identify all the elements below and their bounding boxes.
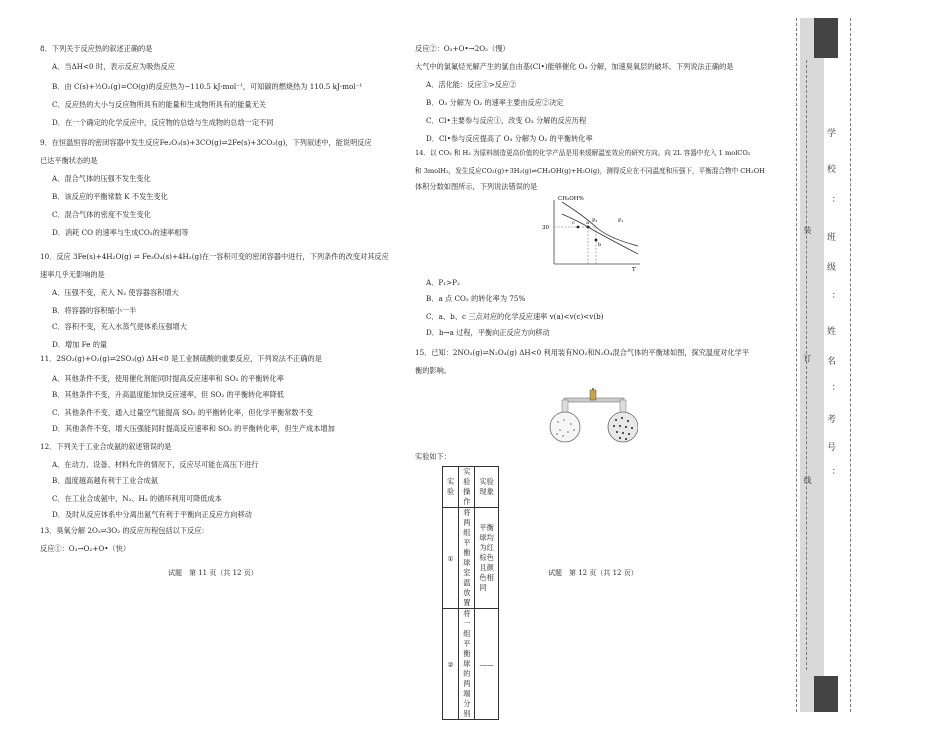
q9-option-d: D．消耗 CO 的速率与生成CO₂的速率相等 (52, 228, 189, 237)
q14-stem-end: 体积分数如图所示，下列说法错误的是 (415, 182, 538, 191)
q13-reaction-1: 反应①：O₃→O₂+O•（快） (40, 544, 131, 553)
point-a (587, 226, 590, 229)
q8-option-a: A．当ΔH<0 时，表示反应为吸热反应 (52, 62, 175, 71)
left-page-footer: 试题 第 11 页（共 12 页） (168, 569, 258, 577)
binding-label-char: ： (825, 468, 835, 477)
q10-option-b: B．将容器的容积缩小一半 (52, 306, 137, 315)
binding-panel (800, 18, 824, 712)
q9-option-a: A．混合气体的压强不发生变化 (52, 174, 151, 183)
q12-option-b: B．温度越高越有利于工业合成氨 (52, 476, 158, 485)
q15-stem: 15．已知：2NO₂(g)⇌N₂O₄(g) ΔH<0 利用装有NO₂和N₂O₄混合气体的平衡球如图，探究温度对化学平 (415, 348, 750, 357)
cut-mark-zhuang: 装 (803, 226, 812, 234)
table-cell: 将两组平衡球室温放置 (459, 508, 475, 609)
table-header-cell: 实验 (443, 467, 459, 508)
table-cell: 将一组平衡球的两端分别 (459, 609, 475, 720)
q12-option-c: C．在工业合成氨中，N₂、H₂ 的循环利用可降低成本 (52, 494, 222, 503)
table-row (443, 508, 499, 609)
point-label-a: a (586, 220, 589, 226)
table-cell: —— (475, 609, 498, 720)
q9-stem: 9．在恒温恒容的密闭容器中发生反应Fe₂O₃(s)+3CO(g)⇌2Fe(s)+3CO₂(g)，下列叙述中，能说明反应 (40, 138, 372, 147)
binding-label-char: 学 (825, 128, 835, 137)
q15-experiment-intro: 实验如下： (415, 452, 451, 461)
curve-label-p1: P₁ (618, 218, 624, 224)
binding-dark-top (814, 18, 838, 58)
right-page-footer: 试题 第 12 页（共 12 页） (548, 569, 638, 577)
q11-option-b: B．其他条件不变，升高温度能加快反应速率，但 SO₂ 的平衡转化率降低 (52, 390, 284, 399)
binding-label-char: ： (825, 292, 835, 301)
q14-option-c: C．a、b、c 三点对应的化学反应速率 v(a)<v(c)<v(b) (426, 312, 604, 321)
q8-option-d: D．在一个确定的化学反应中，反应物的总焓与生成物的总焓一定不同 (52, 118, 274, 127)
q8-option-c: C．反应热的大小与反应物所具有的能量和生成物所具有的能量无关 (52, 100, 266, 109)
q10-stem-cont: 速率几乎无影响的是 (40, 270, 105, 279)
binding-label-char: 校 (825, 164, 835, 173)
q9-option-c: C．混合气体的密度不发生变化 (52, 210, 151, 219)
point-c (577, 226, 580, 229)
cut-line-right (850, 18, 851, 712)
cut-mark-ding: 订 (803, 354, 812, 362)
q14-stem-cont: 和 3molH₂，发生反应CO₂(g)+3H₂(g)⇌CH₃OH(g)+H₂O(g)，测得反应在不同温度和压强下，平衡混合物中 CH₃OH (415, 167, 765, 175)
q9-stem-cont: 已达平衡状态的是 (40, 156, 98, 165)
valve-clamp (590, 390, 596, 400)
q12-option-a: A．在动力、设备、材料允许的情况下，反应尽可能在高压下进行 (52, 460, 259, 469)
q13-reaction-2: 反应②：O₃+O•→2O₂（慢） (415, 44, 510, 53)
chart-y-tick-30: 30 (542, 225, 549, 231)
binding-label-char: 级 (825, 262, 835, 271)
q12-option-d: D．及时从反应体系中分离出氨气有利于平衡向正反应方向移动 (52, 510, 252, 519)
cut-line-outer (796, 18, 797, 712)
cut-line-inner (806, 60, 807, 670)
q8-option-b: B．由 C(s)+½O₂(g)=CO(g)的反应热为−110.5 kJ·mol⁻¹，可知碳的燃烧热为 110.5 kJ·mol⁻¹ (52, 82, 363, 91)
q11-option-a: A．其他条件不变，使用催化剂能同时提高反应速率和 SO₂ 的平衡转化率 (52, 374, 284, 383)
left-flask (550, 412, 580, 442)
q13-option-c: C．Cl•主要参与反应①，改变 O₃ 分解的反应历程 (426, 116, 587, 125)
chart-x-label: T (632, 267, 636, 272)
binding-label-char: 姓 (825, 326, 835, 335)
binding-label-char: 考 (825, 414, 835, 423)
q13-option-b: B．O₃ 分解为 O₂ 的速率主要由反应②决定 (426, 98, 564, 107)
binding-label-char: 名 (825, 356, 835, 365)
q10-option-c: C．容积不变，充入水蒸气使体系压强增大 (52, 322, 187, 331)
q9-option-b: B．该反应的平衡常数 K 不发生变化 (52, 192, 168, 201)
q13-option-d: D．Cl•参与反应提高了 O₃ 分解为 O₂ 的平衡转化率 (426, 134, 593, 143)
q13-stem: 13．臭氧分解 2O₃⇌3O₂ 的反应历程包括以下反应： (40, 526, 209, 535)
q14-option-b: B．a 点 CO₂ 的转化率为 75% (426, 294, 526, 303)
ch3oh-vs-temperature-chart (540, 194, 650, 272)
cut-mark-xian: 线 (803, 476, 812, 484)
binding-label-char: 班 (825, 232, 835, 241)
binding-label-char: 号 (825, 442, 835, 451)
q11-option-d: D．其他条件不变，增大压强能同时提高反应速率和 SO₂ 的平衡转化率，但生产成本增加 (52, 424, 335, 433)
q12-stem: 12．下列关于工业合成氨的叙述错误的是 (40, 442, 172, 451)
q14-option-d: D．b→a 过程，平衡向正反应方向移动 (426, 328, 550, 337)
table-header-cell: 实验现象 (475, 467, 498, 508)
q10-option-d: D．增加 Fe 的量 (52, 340, 108, 349)
point-label-c: c (572, 220, 575, 226)
q13-stem-cont: 大气中的氯氟烃光解产生的氯自由基(Cl•)能够催化 O₃ 分解，加速臭氧层的破坏。下列说法正确的是 (415, 62, 734, 71)
binding-label-char: ： (825, 384, 835, 393)
binding-label-char: ： (825, 196, 835, 205)
curve-label-p2: P₂ (592, 218, 598, 224)
table-header-cell: 实验操作 (459, 467, 475, 508)
q10-option-a: A．压强不变，充入 N₂ 使容器容积增大 (52, 288, 179, 297)
q14-option-a: A．P₁>P₂ (426, 278, 460, 287)
point-b (595, 239, 598, 242)
q10-stem: 10．反应 3Fe(s)+4H₂O(g) ⇌ Fe₃O₄(s)+4H₂(g)在一容积可变的密闭容器中进行，下列条件的改变对其反应 (40, 252, 389, 261)
table-cell: ② (443, 609, 459, 720)
q15-stem-cont: 衡的影响。 (415, 366, 451, 375)
table-cell: 平衡球均为红棕色且颜色相同 (475, 508, 498, 609)
q11-option-c: C．其他条件不变，通入过量空气能提高 SO₂ 的平衡转化率，但化学平衡常数不变 (52, 408, 313, 417)
table-row (443, 609, 499, 720)
equilibrium-balls-apparatus (548, 384, 638, 446)
table-cell: ① (443, 508, 459, 609)
q8-stem: 8．下列关于反应热的叙述正确的是 (40, 44, 153, 53)
table-header-row (443, 467, 499, 508)
binding-dark-bottom (814, 676, 838, 712)
experiment-table (442, 466, 499, 720)
chart-y-label: CH₃OH% (558, 196, 584, 202)
q13-option-a: A．活化能：反应①>反应② (426, 80, 517, 89)
right-flask (608, 412, 638, 442)
q11-stem: 11．2SO₂(g)+O₂(g)⇌2SO₃(g) ΔH<0 是工业制硫酸的重要反应，下列说法不正确的是 (40, 354, 322, 363)
q14-stem: 14．以 CO₂ 和 H₂ 为原料制造更高价值的化学产品是用来缓解温室效应的研究方向。向 2L 容器中充入 1 molCO₂ (415, 149, 751, 157)
point-label-b: b (598, 242, 602, 248)
